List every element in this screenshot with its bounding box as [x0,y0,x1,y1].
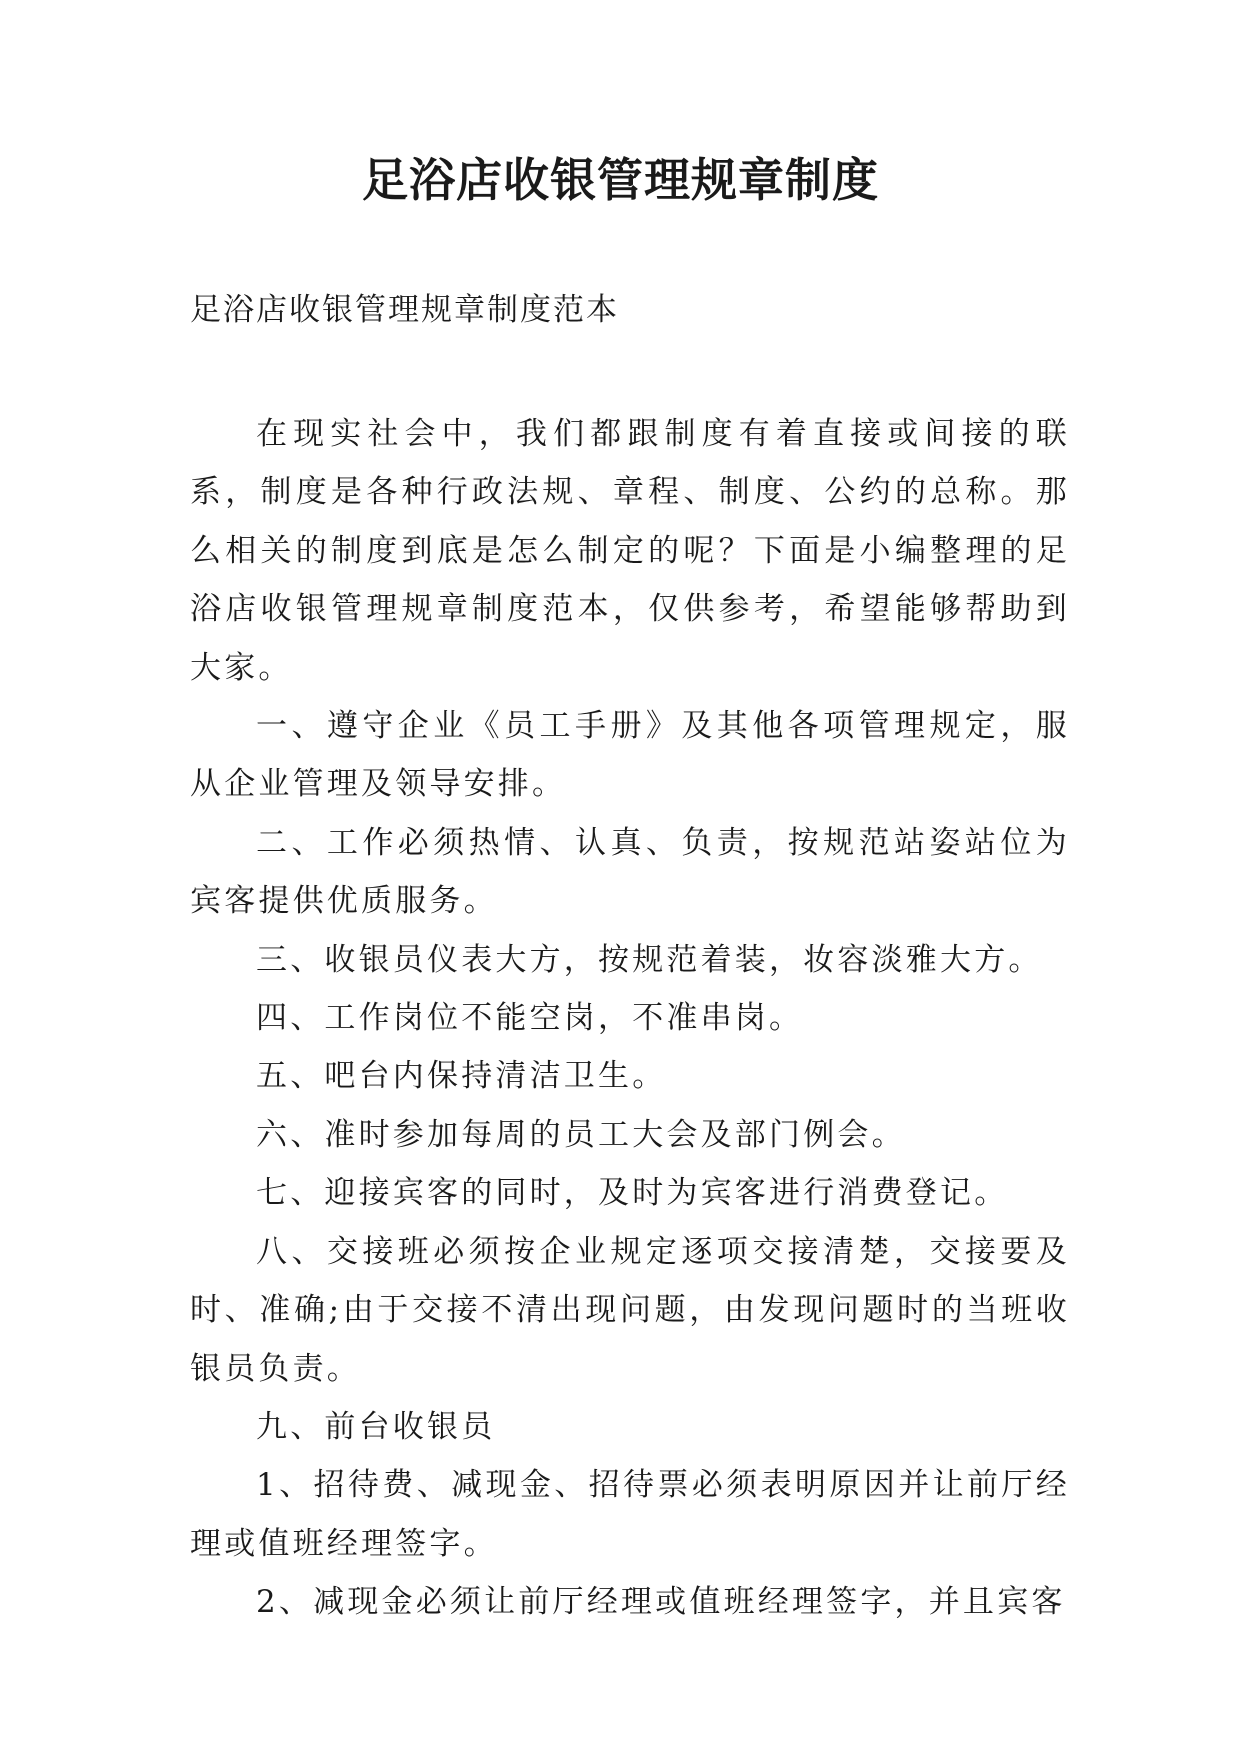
paragraph-rule-6: 六、准时参加每周的员工大会及部门例会。 [256,1116,906,1153]
paragraph-rule-8: 八、交接班必须按企业规定逐项交接清楚，交接要及时、准确;由于交接不清出现问题，由发现问题时的当班收银员负责。 [190,1233,1070,1387]
document-subtitle: 足浴店收银管理规章制度范本 [190,292,619,328]
paragraph-rule-3: 三、收银员仪表大方，按规范着装，妆容淡雅大方。 [256,941,1043,978]
paragraph-rule-7: 七、迎接宾客的同时，及时为宾客进行消费登记。 [256,1175,1009,1212]
paragraph-rule-9-item-1: 1、招待费、减现金、招待票必须表明原因并让前厅经理或值班经理签字。 [190,1467,1070,1562]
paragraph-rule-5: 五、吧台内保持清洁卫生。 [256,1058,667,1095]
document-title: 足浴店收银管理规章制度 [362,153,879,207]
paragraph-rule-9-heading: 九、前台收银员 [256,1408,496,1445]
paragraph-rule-2: 二、工作必须热情、认真、负责，按规范站姿站位为宾客提供优质服务。 [190,824,1070,920]
paragraph-intro: 在现实社会中，我们都跟制度有着直接或间接的联系，制度是各种行政法规、章程、制度、公约的总称。那么相关的制度到底是怎么制定的呢？下面是小编整理的足浴店收银管理规章制度范本，仅供参考，希望能够帮助到大家。 [190,416,1070,686]
paragraph-rule-9-item-2: 2、减现金必须让前厅经理或值班经理签字，并且宾客 [256,1584,1066,1621]
paragraph-rule-1: 一、遵守企业《员工手册》及其他各项管理规定，服从企业管理及领导安排。 [190,708,1070,803]
document-body [190,405,1070,1632]
paragraph-rule-4: 四、工作岗位不能空岗，不准串岗。 [256,1000,804,1037]
